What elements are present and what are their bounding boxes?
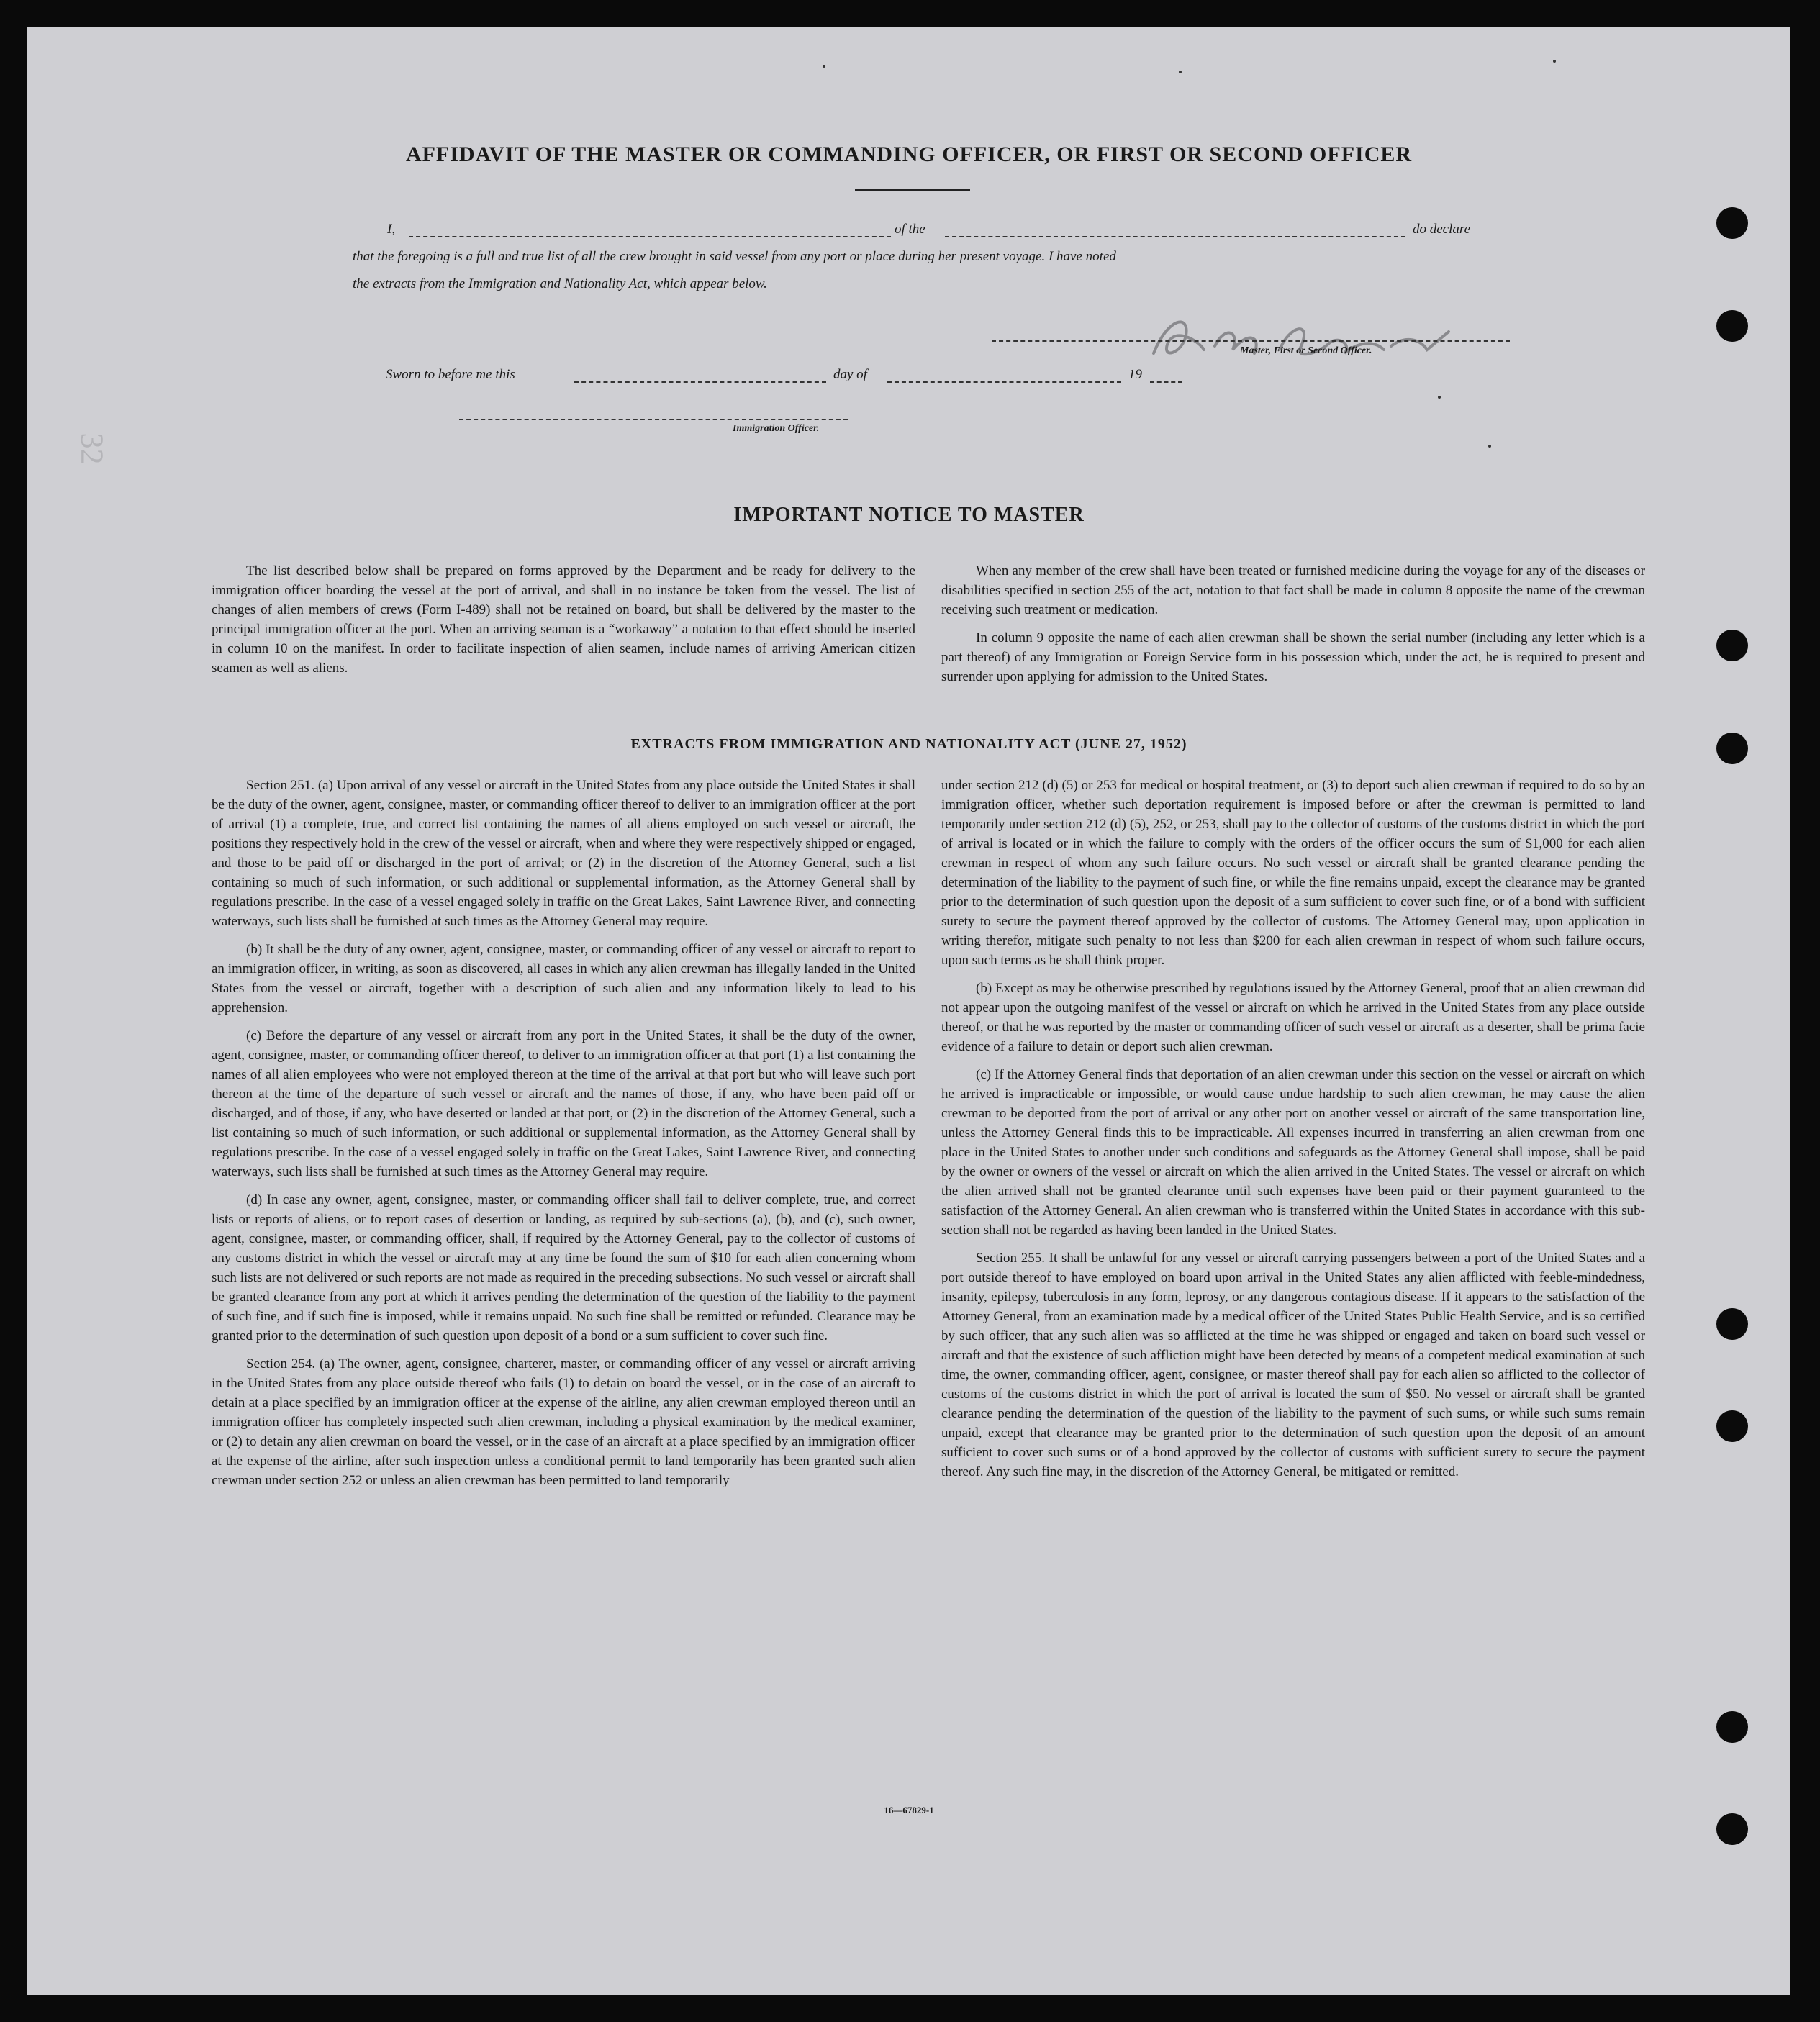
affidavit-title: AFFIDAVIT OF THE MASTER OR COMMANDING OFFICER, OR FIRST OR SECOND OFFICER bbox=[405, 142, 1413, 166]
punch-hole bbox=[1716, 1410, 1748, 1442]
scan-speck bbox=[1488, 445, 1491, 448]
day-of-label: day of bbox=[833, 367, 867, 382]
notice-left-column bbox=[212, 561, 915, 678]
title-rule bbox=[855, 189, 970, 191]
section-251b: (b) It shall be the duty of any owner, agent, consignee, master, or commanding officer of any vessel or aircraft to report to an immigration officer, in writing, as soon as discovered, all cases in which any alien crewman has illegally landed in the United States from the vessel or aircraft, together with a description of such alien and any information likely to lead to his apprehension. bbox=[212, 942, 915, 1015]
punch-hole bbox=[1716, 630, 1748, 661]
section-254a-continued: under section 212 (d) (5) or 253 for medical or hospital treatment, or (3) to deport such alien crewman if required to do so by an immigration officer, whether such deportation requirement is imposed before or after the crewman is permitted to land temporarily under section 212 (d) (5), 252, or 253, shall pay to the collector of customs of the customs district in which the port of arrival is located or in which the failure to comply with the orders of the officer occurs the sum of $1,000 for each alien crewman in respect of whom any such failure occurs. No such vessel or aircraft shall be granted clearance pending the determination of the liability to the payment of such fine, or while the fine remains unpaid, except the clearance may be granted prior to the determination of such question upon the deposit of a sum sufficient to cover such fine, or of a bond with sufficient surety to secure the payment thereof approved by the collector of customs. The Attorney General may, upon application in writing therefor, mitigate such penalty to not less than $200 for each alien crewman in respect of whom such failure occurs, upon such terms as he shall think proper. bbox=[941, 778, 1645, 968]
form-number: 16—67829-1 bbox=[884, 1805, 934, 1815]
section-251a: Section 251. (a) Upon arrival of any vessel or aircraft in the United States from any place outside the United States it shall be the duty of the owner, agent, consignee, master, or commanding officer thereof to deliver to an immigration officer at the port of arrival (1) a complete, true, and correct list containing the names of all aliens employed on such vessel or aircraft, the positions they respectively hold in the crew of the vessel or aircraft, when and where they were respectively shipped or engaged, and those to be paid off or discharged in the port of arrival; or (2) in the discretion of the Attorney General, such a list containing so much of such information, or such additional or supplemental information, as the Attorney General shall by regulations prescribe. In the case of a vessel engaged solely in traffic on the Great Lakes, Saint Lawrence River, and connecting waterways, such lists shall be furnished at such times as the Attorney General may require. bbox=[212, 778, 915, 929]
section-254a: Section 254. (a) The owner, agent, consignee, charterer, master, or commanding officer of any vessel or aircraft arriving in the United States from any place outside thereof who fails (1) to detain on board the vessel, or in the case of an aircraft to detain at a place specified by an immigration officer at the expense of the airline, any alien crewman employed thereon until an immigration officer has completely inspected such alien crewman, including a physical examination by the medical examiner, or (2) to detain any alien crewman on board the vessel, or in the case of an aircraft at a place specified by an immigration officer at the expense of the airline, after such inspection unless a conditional permit to land temporarily has been granted such alien crewman under section 252 or unless an alien crewman has been permitted to land temporarily bbox=[212, 1356, 915, 1488]
extracts-right-column bbox=[941, 776, 1645, 1482]
section-254b: (b) Except as may be otherwise prescribed by regulations issued by the Attorney General, proof that an alien crewman did not appear upon the outgoing manifest of the vessel or aircraft on which he arrived in the United States from any place outside thereof, or that he was reported by the master or commanding officer of such vessel or aircraft as a deserter, shall be prima facie evidence of a failure to detain or deport such alien crewman. bbox=[941, 981, 1645, 1054]
document-page bbox=[27, 27, 1790, 1995]
notice-title: IMPORTANT NOTICE TO MASTER bbox=[733, 504, 1085, 526]
punch-hole bbox=[1716, 733, 1748, 764]
punch-hole bbox=[1716, 310, 1748, 342]
i-label: I, bbox=[387, 222, 396, 237]
scan-speck bbox=[1438, 396, 1441, 399]
extracts-title: EXTRACTS FROM IMMIGRATION AND NATIONALITY ACT (JUNE 27, 1952) bbox=[630, 736, 1187, 752]
of-the-label: of the bbox=[895, 222, 925, 237]
notice-paragraph: In column 9 opposite the name of each alien crewman shall be shown the serial number (including any letter which is a part thereof) of any Immigration or Foreign Service form in his possession which, under the act, he is required to present and surrender upon applying for admission to the United States. bbox=[941, 630, 1645, 684]
do-declare-label: do declare bbox=[1413, 222, 1471, 237]
year-label: 19 bbox=[1128, 367, 1142, 382]
notice-paragraph: When any member of the crew shall have been treated or furnished medicine during the voyage for any of the diseases or disabilities specified in section 255 of the act, notation to that fact shall be made in column 8 opposite the name of the crewman receiving such treatment or medication. bbox=[941, 563, 1645, 617]
punch-hole bbox=[1716, 207, 1748, 239]
officer-signature-line bbox=[459, 419, 848, 420]
section-255: Section 255. It shall be unlawful for any vessel or aircraft carrying passengers between a port of the United States and a port outside thereof to have employed on board upon arrival in the United States any alien afflicted with feeble-mindedness, insanity, epilepsy, tuberculosis in any form, leprosy, or any dangerous contagious disease. If it appears to the satisfaction of the Attorney General, from an examination made by a medical officer of the United States Public Health Service, and is so certified by such officer, that any such alien was so afflicted at the time he was shipped or engaged and taken on board such vessel or aircraft and that the existence of such affliction might have been detected by means of a competent medical examination at such time, the owner, commanding officer, agent, consignee, or master thereof shall pay for each alien so afflicted to the collector of customs of the customs district in which the port of arrival is located the sum of $50. No vessel or aircraft shall be granted clearance pending the determination of the question of the liability to the payment of such sums, or while such sums remain unpaid, except that clearance may be granted prior to the determination of such question upon the deposit of an amount sufficient to cover such sums or of a bond approved by the collector of customs with sufficient surety to secure the payment thereof. Any such fine may, in the discretion of the Attorney General, be mitigated or remitted. bbox=[941, 1251, 1645, 1479]
officer-caption: Immigration Officer. bbox=[733, 423, 820, 434]
declarant-name-line bbox=[409, 236, 891, 237]
margin-page-number: 32 bbox=[74, 432, 110, 465]
signature-line bbox=[992, 340, 1510, 342]
declaration-text-1: that the foregoing is a full and true list of all the crew brought in said vessel from any port or place during her present voyage. I have noted bbox=[353, 249, 1116, 264]
sworn-label: Sworn to before me this bbox=[386, 367, 515, 382]
section-251d: (d) In case any owner, agent, consignee, master, or commanding officer shall fail to deliver complete, true, and correct lists or reports of aliens, or to report cases of desertion or landing, as required by sub-sections (a), (b), and (c), such owner, agent, consignee, master, or commanding officer, shall, if required by the Attorney General, pay to the collector of customs of any customs district in which the vessel or aircraft may at any time be found the sum of $10 for each alien concerning whom such lists are not delivered or such reports are not made as required in the preceding subsections. No such vessel or aircraft shall be granted clearance from any port at which it arrives pending the determination of the question of the liability to the payment of such fine, and if such fine is imposed, while it remains unpaid. No such fine shall be remitted or refunded. Clearance may be granted prior to the determination of such question upon deposit of a bond or a sum sufficient to cover such fine. bbox=[212, 1192, 915, 1343]
section-254c: (c) If the Attorney General finds that deportation of an alien crewman under this section on the vessel or aircraft on which he arrived is impracticable or impossible, or would cause undue hardship to such alien crewman, he may cause the alien crewman to be deported from the port of arrival or any other port on another vessel or aircraft of the same transportation line, unless the Attorney General finds this to be impracticable. All expenses incurred in transferring an alien crewman from one place in the United States to another under such conditions and safeguards as the Attorney General shall impose, shall be paid by the owner or owners of the vessel or aircraft on which the alien arrived in the United States. The vessel or aircraft on which the alien arrived shall not be granted clearance until such expenses have been paid or their payment guaranteed to the satisfaction of the Attorney General. An alien crewman who is transferred within the United States in accordance with this sub-section shall not be regarded as having been landed in the United States. bbox=[941, 1067, 1645, 1238]
punch-hole bbox=[1716, 1308, 1748, 1340]
vessel-name-line bbox=[945, 236, 1405, 237]
officer-signature bbox=[1146, 310, 1463, 375]
notice-right-column bbox=[941, 561, 1645, 686]
scan-speck bbox=[823, 65, 825, 68]
punch-hole bbox=[1716, 1813, 1748, 1845]
sworn-month-line bbox=[887, 381, 1121, 383]
signer-caption: Master, First or Second Officer. bbox=[1240, 345, 1372, 356]
extracts-left-column bbox=[212, 776, 915, 1490]
notice-paragraph: The list described below shall be prepared on forms approved by the Department and be ready for delivery to the immigration officer boarding the vessel at the port of arrival, and shall in no instance be taken from the vessel. The list of changes of alien members of crews (Form I-489) shall not be retained on board, but shall be delivered by the master to the principal immigration officer at the port. When an arriving seaman is a “workaway” a notation to that effect should be inserted in column 10 on the manifest. In order to facilitate inspection of alien seamen, include names of arriving American citizen seamen as well as aliens. bbox=[212, 563, 915, 676]
sworn-day-line bbox=[574, 381, 826, 383]
sworn-year-line bbox=[1150, 381, 1182, 383]
scan-speck bbox=[1553, 60, 1556, 63]
section-251c: (c) Before the departure of any vessel or aircraft from any port in the United States, it shall be the duty of the owner, agent, consignee, master, or commanding officer thereof, to deliver to an immigration officer at that port (1) a list containing the names of all alien employees who were not employed thereon at the time of the arrival at that port but who will leave such port thereon at the time of the departure of such vessel or aircraft and the names of those, if any, who have been paid off or discharged, and of those, if any, who have deserted or landed at that port, or (2) in the discretion of the Attorney General, such a list containing so much of such information, or such additional or supplemental information, as the Attorney General shall by regulations prescribe. In the case of a vessel engaged solely in traffic on the Great Lakes, Saint Lawrence River, and connecting waterways, such lists shall be furnished at such times as the Attorney General may require. bbox=[212, 1028, 915, 1179]
scan-speck bbox=[1179, 71, 1182, 73]
punch-hole bbox=[1716, 1711, 1748, 1743]
declaration-text-2: the extracts from the Immigration and Nationality Act, which appear below. bbox=[353, 276, 767, 291]
